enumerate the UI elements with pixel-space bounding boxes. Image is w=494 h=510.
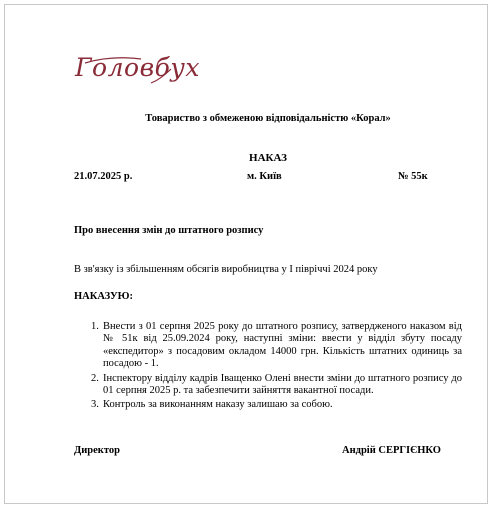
company-name: Товариство з обмеженою відповідальністю «Корал» — [145, 113, 391, 124]
order-item-number: 1. — [91, 321, 99, 332]
document-page — [4, 4, 488, 504]
order-item-number: 3. — [91, 399, 99, 411]
order-item — [74, 399, 462, 411]
document-reason: В зв'язку із збільшенням обсягів виробництва у І півріччі 2024 року — [74, 264, 378, 275]
document-city: м. Київ — [247, 171, 282, 182]
logo-text: Головбух — [75, 53, 200, 82]
order-item-text: Інспектору відділу кадрів Іващенко Олені внести зміни до штатного розпису до 01 серпня 2025 р. та забезпечити зайняття вакантної посади. — [103, 372, 462, 397]
order-item — [74, 321, 462, 371]
order-heading: НАКАЗУЮ: — [74, 291, 133, 302]
document-subject: Про внесення змін до штатного розпису — [74, 225, 264, 236]
logo — [75, 53, 200, 93]
order-item-text: Контроль за виконанням наказу залишаю за собою. — [103, 399, 333, 411]
document-number: № 55к — [398, 171, 428, 182]
document-date: 21.07.2025 р. — [74, 171, 133, 182]
order-item-text: Внести з 01 серпня 2025 року до штатного розпису, затвердженого наказом від № 51к від 25.09.2024 року, наступні зміни: ввести у відділ збуту посаду «експедитор» з посадовим окладом 14000 грн. Кількість штатних одиниць за посадою - 1. — [103, 321, 462, 370]
order-item-number: 2. — [91, 372, 99, 384]
order-item — [74, 373, 462, 398]
signatory-role: Директор — [74, 445, 120, 456]
signatory-name: Андрій СЕРГІЄНКО — [342, 445, 441, 456]
document-title: НАКАЗ — [249, 152, 287, 164]
order-items — [74, 321, 462, 414]
logo-swash-icon — [75, 53, 175, 93]
